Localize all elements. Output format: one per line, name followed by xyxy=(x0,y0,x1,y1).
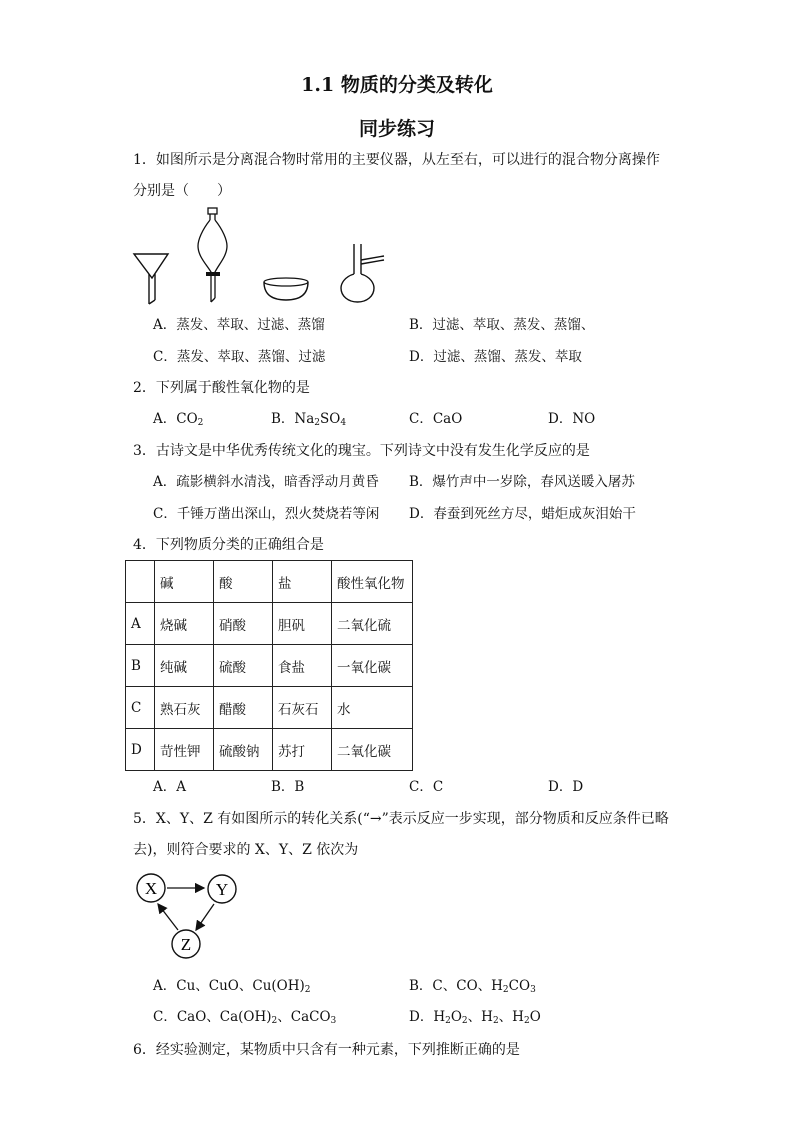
table-row xyxy=(126,729,413,771)
table-header-cell: 碱 xyxy=(155,561,214,603)
table-header-row xyxy=(126,561,413,603)
q4-stem: 4．下列物质分类的正确组合是 xyxy=(133,537,324,553)
q3-option-d[interactable]: D．春蚕到死丝方尽，蜡炬成灰泪始干 xyxy=(409,506,636,522)
table-cell: A xyxy=(126,603,155,645)
table-cell: 水 xyxy=(332,687,413,729)
table-header-cell: 盐 xyxy=(273,561,332,603)
q1-stem-line1: 1．如图所示是分离混合物时常用的主要仪器，从左至右，可以进行的混合物分离操作 xyxy=(133,152,660,168)
table-cell: 二氧化碳 xyxy=(332,729,413,771)
evaporating-dish-icon xyxy=(262,276,310,302)
q3-option-b[interactable]: B．爆竹声中一岁除，春风送暖入屠苏 xyxy=(409,474,635,490)
q4-option-c[interactable]: C．C xyxy=(409,779,444,795)
q4-option-a[interactable]: A．A xyxy=(153,779,186,795)
q3-option-c[interactable]: C．千锤万凿出深山，烈火焚烧若等闲 xyxy=(153,506,380,522)
table-cell: 纯碱 xyxy=(155,645,214,687)
q2-option-b[interactable]: B．$Na_2SO_4$ xyxy=(271,411,347,428)
table-cell: 硫酸钠 xyxy=(214,729,273,771)
q6-stem: 6．经实验测定，某物质中只含有一种元素，下列推断正确的是 xyxy=(133,1042,520,1058)
q1-option-a[interactable]: A．蒸发、萃取、过滤、蒸馏 xyxy=(153,317,325,333)
table-cell: 胆矾 xyxy=(273,603,332,645)
q1-option-c[interactable]: C．蒸发、萃取、蒸馏、过滤 xyxy=(153,349,326,365)
q4-option-d[interactable]: D．D xyxy=(548,779,584,795)
table-row xyxy=(126,603,413,645)
table-cell: 苛性钾 xyxy=(155,729,214,771)
table-cell: D xyxy=(126,729,155,771)
table-cell: 熟石灰 xyxy=(155,687,214,729)
q5-option-c[interactable]: C．CaO、$Ca(OH)_2$、CaCO$_3$ xyxy=(153,1009,337,1026)
table-row xyxy=(126,687,413,729)
page-subtitle: 同步练习 xyxy=(358,118,435,140)
q5-stem-line1: 5．X、Y、Z 有如图所示的转化关系(“→”表示反应一步实现，部分物质和反应条件已略 xyxy=(133,811,669,827)
q2-option-a[interactable]: A．$CO_2$ xyxy=(153,411,204,428)
q2-stem: 2．下列属于酸性氧化物的是 xyxy=(133,380,310,396)
table-row xyxy=(126,645,413,687)
table-cell: 苏打 xyxy=(273,729,332,771)
diagram-node-z: Z xyxy=(180,935,192,954)
table-cell: 石灰石 xyxy=(273,687,332,729)
q5-option-b[interactable]: B．C、CO、$H_2CO_3$ xyxy=(409,978,536,995)
diagram-node-y: Y xyxy=(215,880,229,899)
table-cell: 二氧化硫 xyxy=(332,603,413,645)
diagram-node-x: X xyxy=(144,879,158,898)
q5-option-a[interactable]: A．Cu、CuO、$Cu(OH)_2$ xyxy=(153,978,311,995)
separatory-funnel-icon xyxy=(196,206,230,306)
q5-option-d[interactable]: D．$H_2O_2$、$H_2$、$H_2O$ xyxy=(409,1009,541,1026)
funnel-icon xyxy=(132,252,172,308)
table-cell: 一氧化碳 xyxy=(332,645,413,687)
q3-stem: 3．古诗文是中华优秀传统文化的瑰宝。下列诗文中没有发生化学反应的是 xyxy=(133,443,590,459)
q2-option-c[interactable]: C．CaO xyxy=(409,411,463,427)
table-cell: 醋酸 xyxy=(214,687,273,729)
q1-option-b[interactable]: B．过滤、萃取、蒸发、蒸馏、 xyxy=(409,317,595,333)
table-cell: 食盐 xyxy=(273,645,332,687)
q1-option-d[interactable]: D．过滤、蒸馏、蒸发、萃取 xyxy=(409,349,582,365)
table-header-cell: 酸 xyxy=(214,561,273,603)
table-cell: 硝酸 xyxy=(214,603,273,645)
table-cell: B xyxy=(126,645,155,687)
table-header-cell: 酸性氧化物 xyxy=(332,561,413,603)
table-cell: 硫酸 xyxy=(214,645,273,687)
classification-table xyxy=(125,560,413,771)
page-title: 1.1 物质的分类及转化 xyxy=(301,74,493,96)
xyz-conversion-diagram xyxy=(130,868,246,964)
table-cell: 烧碱 xyxy=(155,603,214,645)
q3-option-a[interactable]: A．疏影横斜水清浅，暗香浮动月黄昏 xyxy=(153,474,379,490)
q4-option-b[interactable]: B．B xyxy=(271,779,305,795)
q1-stem-line2: 分别是（ ） xyxy=(133,183,231,199)
distillation-flask-icon xyxy=(340,242,386,304)
table-header-cell xyxy=(126,561,155,603)
table-cell: C xyxy=(126,687,155,729)
q5-stem-line2: 去)，则符合要求的 X、Y、Z 依次为 xyxy=(133,842,359,858)
q2-option-d[interactable]: D．NO xyxy=(548,411,596,427)
